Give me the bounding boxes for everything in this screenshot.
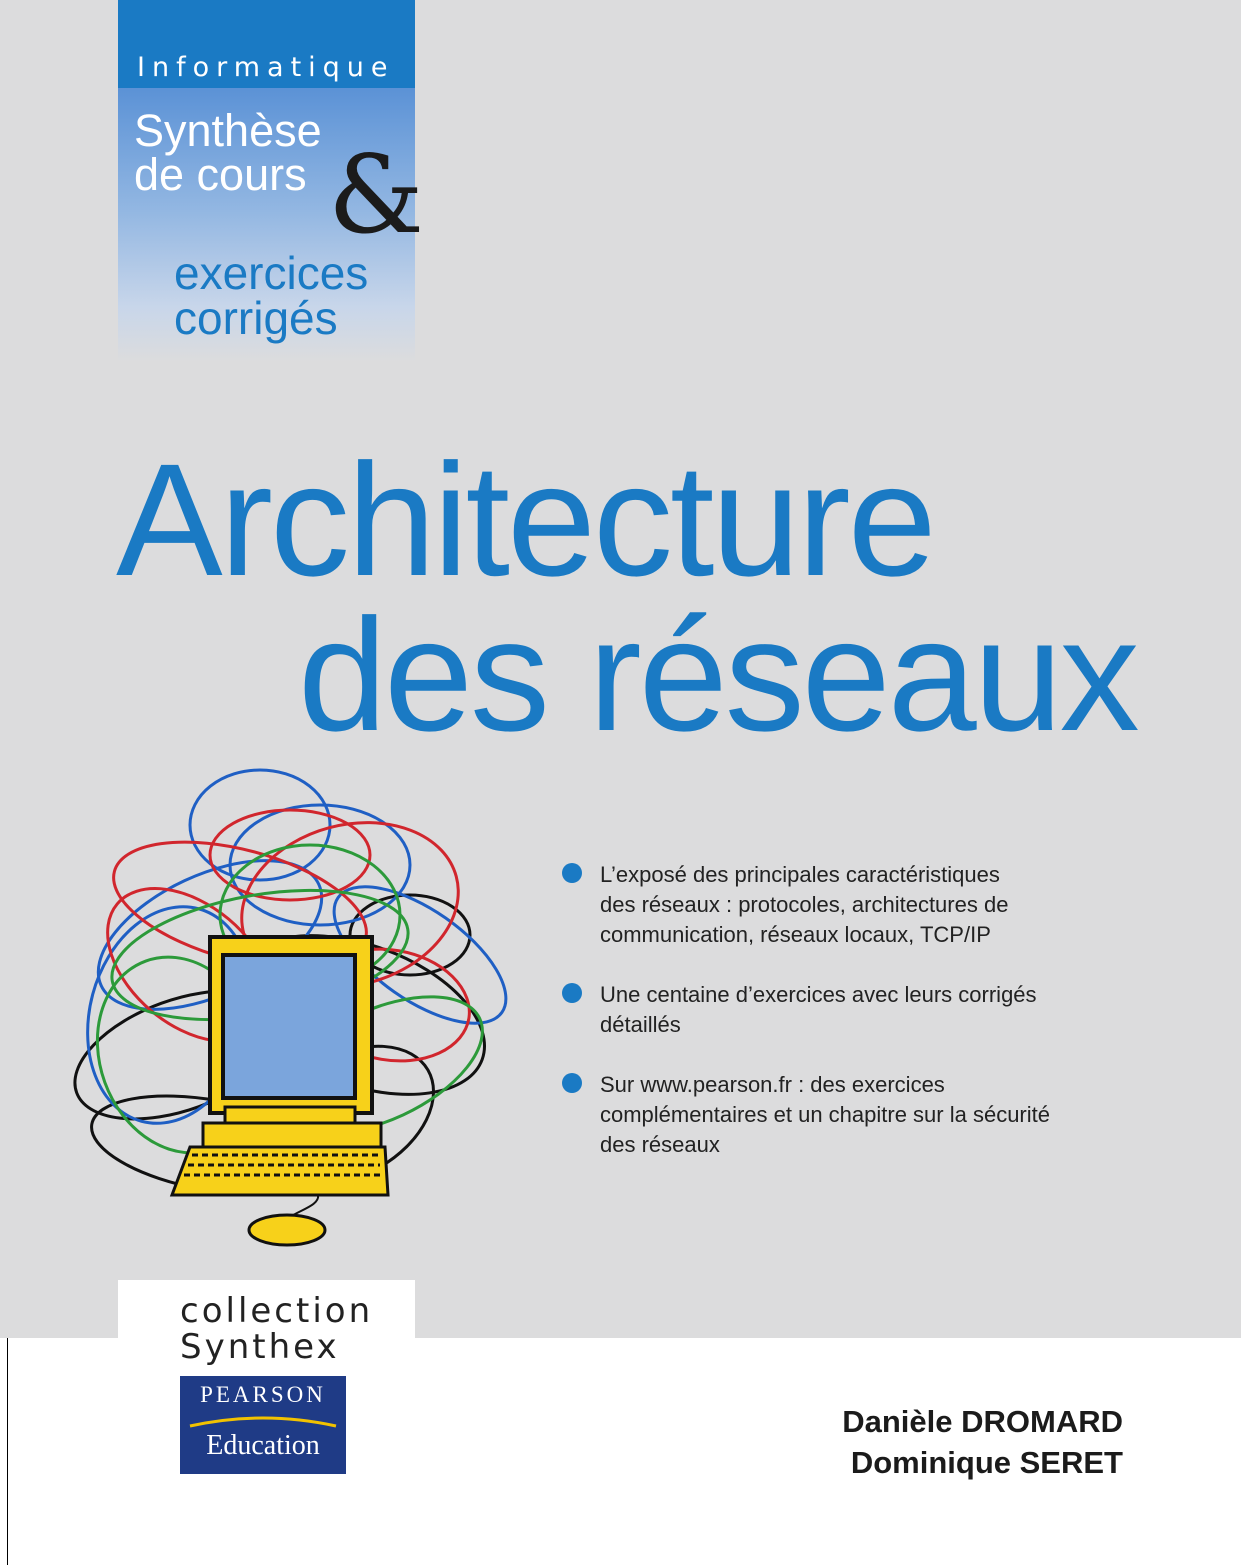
keyboard-icon (172, 1147, 388, 1195)
computer-with-tangled-cables-icon (60, 755, 550, 1265)
author-1: Danièle DROMARD (842, 1404, 1123, 1439)
bullet-1-line-2: des réseaux : protocoles, architectures de (600, 892, 1009, 917)
mouse-icon (249, 1195, 325, 1245)
synthese-line-1: Synthèse (134, 105, 322, 156)
exercices-line-1: exercices (174, 247, 369, 299)
monitor-icon (203, 937, 381, 1153)
bullet-1-line-3: communication, réseaux locaux, TCP/IP (600, 922, 991, 947)
publisher-name: PEARSON (200, 1382, 326, 1407)
series-label: Informatique (137, 52, 395, 83)
page-edge-rule (7, 1338, 8, 1565)
feature-bullet-1 (562, 860, 1122, 950)
book-title-line-2: des réseaux (298, 585, 1137, 764)
pearson-education-logo (180, 1376, 346, 1474)
bullet-3-line-3: des réseaux (600, 1132, 720, 1157)
author-2: Dominique SERET (850, 1445, 1123, 1480)
series-banner (118, 0, 425, 362)
logo-swoosh-icon (188, 1412, 338, 1432)
publisher-division: Education (206, 1430, 320, 1461)
bullet-3-line-2: complémentaires et un chapitre sur la sécurité (600, 1102, 1050, 1127)
collection-name: Synthex (180, 1327, 340, 1367)
book-title-line-1: Architecture (116, 430, 934, 609)
exercices-line-2: corrigés (174, 292, 338, 344)
feature-bullet-2 (562, 980, 1122, 1040)
bullet-dot-icon (562, 863, 582, 883)
feature-bullet-3 (562, 1070, 1122, 1160)
bullet-3-line-1: Sur www.pearson.fr : des exercices (600, 1072, 945, 1097)
bullet-dot-icon (562, 983, 582, 1003)
synthese-line-2: de cours (134, 149, 307, 200)
collection-label: collection (180, 1291, 374, 1331)
bullet-2-line-2: détaillés (600, 1012, 681, 1037)
feature-bullet-list (562, 860, 1122, 1190)
bullet-dot-icon (562, 1073, 582, 1093)
bullet-2-line-1: Une centaine d’exercices avec leurs corrigés (600, 982, 1037, 1007)
ampersand-glyph: & (328, 133, 425, 258)
bullet-1-line-1: L’exposé des principales caractéristiques (600, 862, 1000, 887)
